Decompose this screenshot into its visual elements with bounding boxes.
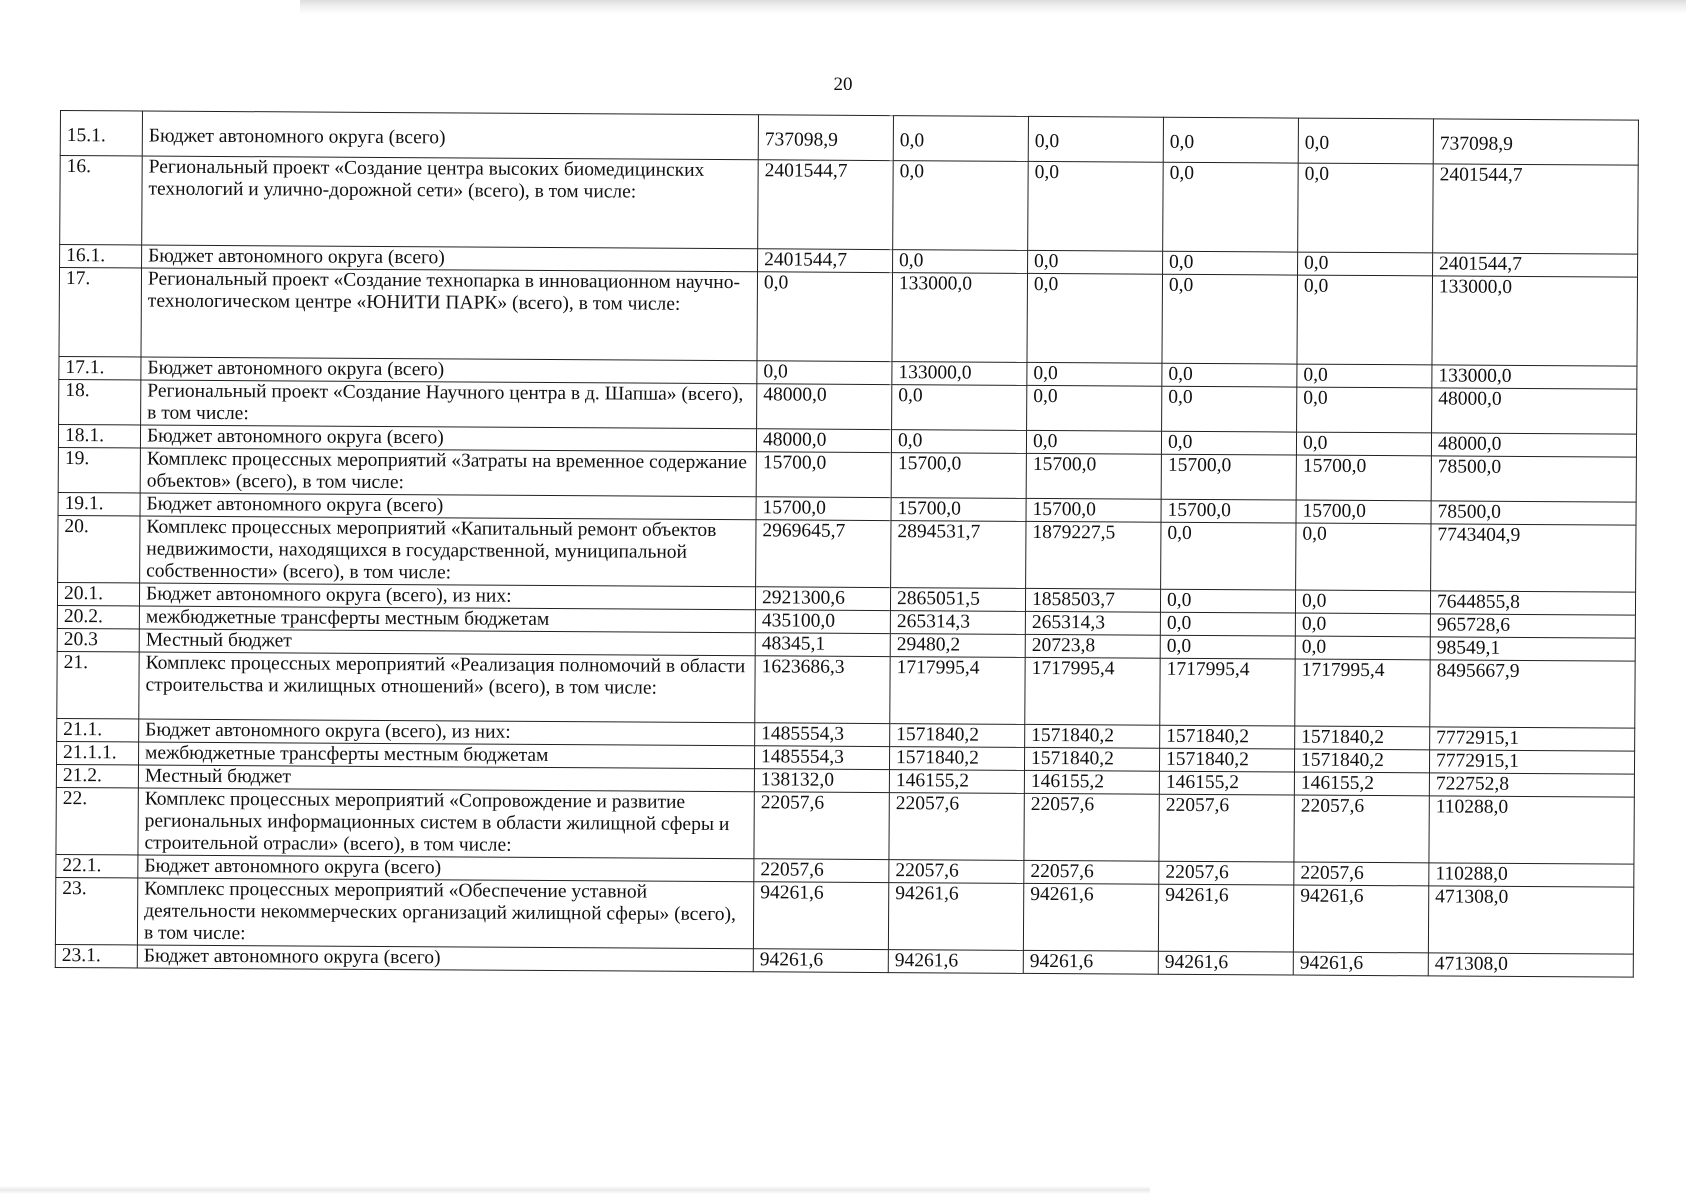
row-number: 21.2. bbox=[56, 764, 138, 788]
scan-edge-bottom bbox=[0, 1186, 1150, 1194]
scan-edge-top bbox=[300, 0, 1686, 14]
row-value-5: 0,0 bbox=[1296, 432, 1431, 456]
row-value-1: 0,0 bbox=[757, 272, 893, 362]
row-number: 20.1. bbox=[57, 582, 139, 606]
row-number: 16.1. bbox=[60, 245, 142, 269]
row-value-3: 1571840,2 bbox=[1024, 747, 1159, 771]
row-name: межбюджетные трансферты местным бюджетам bbox=[139, 606, 755, 633]
row-number: 17. bbox=[59, 268, 142, 357]
row-number: 20. bbox=[58, 515, 140, 582]
row-value-3: 0,0 bbox=[1028, 161, 1164, 251]
row-name: Бюджет автономного округа (всего) bbox=[140, 493, 756, 520]
row-value-1: 94261,6 bbox=[753, 882, 888, 950]
row-value-1: 15700,0 bbox=[756, 497, 891, 521]
row-value-2: 22057,6 bbox=[889, 793, 1024, 861]
row-value-4: 0,0 bbox=[1161, 522, 1296, 590]
row-value-2: 0,0 bbox=[892, 385, 1027, 431]
row-name: Бюджет автономного округа (всего) bbox=[142, 245, 758, 272]
row-value-5: 0,0 bbox=[1298, 118, 1433, 164]
row-value-1: 1623686,3 bbox=[755, 656, 890, 724]
row-value-2: 29480,2 bbox=[890, 634, 1025, 658]
row-name: Комплекс процессных мероприятий «Сопровождение и развитие региональных информационных систем в области жилищной сферы и строительной отрасли» (всего), в том числе: bbox=[138, 788, 754, 859]
row-value-3: 1571840,2 bbox=[1025, 724, 1160, 748]
row-value-5: 22057,6 bbox=[1294, 862, 1429, 886]
row-name: Местный бюджет bbox=[138, 765, 754, 792]
row-total: 78500,0 bbox=[1431, 501, 1636, 525]
table-row bbox=[60, 156, 1639, 255]
row-total: 2401544,7 bbox=[1433, 253, 1638, 277]
row-value-4: 1571840,2 bbox=[1159, 748, 1294, 772]
row-name: межбюджетные трансферты местным бюджетам bbox=[139, 742, 755, 769]
row-value-3: 0,0 bbox=[1027, 362, 1162, 386]
row-value-3: 265314,3 bbox=[1025, 611, 1160, 635]
row-value-3: 15700,0 bbox=[1026, 498, 1161, 522]
row-total: 471308,0 bbox=[1428, 953, 1633, 977]
row-value-2: 0,0 bbox=[891, 430, 1026, 454]
row-value-1: 435100,0 bbox=[755, 610, 890, 634]
row-value-3: 1858503,7 bbox=[1025, 588, 1160, 612]
row-total: 7772915,1 bbox=[1429, 750, 1634, 774]
row-value-3: 0,0 bbox=[1027, 385, 1162, 431]
row-value-2: 1571840,2 bbox=[889, 747, 1024, 771]
row-value-2: 146155,2 bbox=[889, 770, 1024, 794]
row-value-1: 2401544,7 bbox=[758, 249, 893, 273]
row-value-2: 0,0 bbox=[893, 250, 1028, 274]
row-name: Бюджет автономного округа (всего) bbox=[137, 945, 753, 972]
row-value-1: 2401544,7 bbox=[758, 160, 894, 250]
row-value-5: 0,0 bbox=[1298, 252, 1433, 276]
row-value-2: 2894531,7 bbox=[891, 521, 1026, 589]
row-value-1: 22057,6 bbox=[754, 792, 889, 860]
row-value-2: 0,0 bbox=[893, 161, 1029, 251]
row-value-1: 0,0 bbox=[757, 361, 892, 385]
table-row bbox=[59, 268, 1638, 367]
row-name: Комплекс процессных мероприятий «Затраты на временное содержание объектов» (всего), в том числе: bbox=[140, 448, 756, 497]
row-value-1: 48000,0 bbox=[757, 384, 892, 430]
row-total: 737098,9 bbox=[1433, 119, 1638, 165]
row-value-2: 94261,6 bbox=[888, 883, 1023, 951]
row-value-1: 737098,9 bbox=[758, 115, 893, 161]
row-value-2: 22057,6 bbox=[889, 860, 1024, 884]
row-value-2: 94261,6 bbox=[888, 950, 1023, 974]
row-value-4: 146155,2 bbox=[1159, 771, 1294, 795]
row-value-1: 2921300,6 bbox=[755, 587, 890, 611]
row-value-1: 94261,6 bbox=[753, 949, 888, 973]
row-value-4: 0,0 bbox=[1163, 162, 1299, 252]
row-value-4: 15700,0 bbox=[1161, 499, 1296, 523]
row-value-3: 1717995,4 bbox=[1025, 657, 1160, 725]
row-number: 21.1.1. bbox=[57, 741, 139, 765]
row-value-2: 133000,0 bbox=[892, 273, 1028, 363]
row-value-4: 0,0 bbox=[1162, 363, 1297, 387]
row-value-4: 1571840,2 bbox=[1160, 725, 1295, 749]
row-value-3: 0,0 bbox=[1028, 116, 1163, 162]
row-total: 7772915,1 bbox=[1430, 727, 1635, 751]
row-total: 722752,8 bbox=[1429, 773, 1634, 797]
row-name: Бюджет автономного округа (всего) bbox=[140, 425, 756, 452]
row-name: Бюджет автономного округа (всего) bbox=[141, 357, 757, 384]
row-value-3: 22057,6 bbox=[1024, 793, 1159, 861]
row-value-2: 15700,0 bbox=[891, 453, 1026, 499]
document-sheet bbox=[55, 110, 1638, 978]
row-number: 22. bbox=[56, 787, 138, 854]
row-number: 23.1. bbox=[55, 944, 137, 968]
row-value-5: 0,0 bbox=[1298, 163, 1434, 253]
row-value-4: 0,0 bbox=[1160, 589, 1295, 613]
row-value-3: 0,0 bbox=[1026, 430, 1161, 454]
row-value-4: 0,0 bbox=[1160, 635, 1295, 659]
row-total: 133000,0 bbox=[1432, 365, 1637, 389]
row-number: 21.1. bbox=[57, 718, 139, 742]
row-total: 965728,6 bbox=[1430, 614, 1635, 638]
row-value-3: 94261,6 bbox=[1023, 950, 1158, 974]
row-value-2: 133000,0 bbox=[892, 362, 1027, 386]
row-number: 19.1. bbox=[58, 492, 140, 516]
row-name: Комплекс процессных мероприятий «Обеспечение уставной деятельности некоммерческих организаций жилищной сферы» (всего), в том числе: bbox=[137, 878, 753, 949]
row-name: Бюджет автономного округа (всего) bbox=[142, 111, 758, 160]
row-value-2: 265314,3 bbox=[890, 611, 1025, 635]
row-name: Бюджет автономного округа (всего) bbox=[138, 855, 754, 882]
row-value-5: 94261,6 bbox=[1293, 885, 1428, 953]
row-value-1: 48000,0 bbox=[756, 429, 891, 453]
row-value-2: 1717995,4 bbox=[890, 657, 1025, 725]
row-value-3: 22057,6 bbox=[1024, 860, 1159, 884]
row-value-4: 0,0 bbox=[1161, 431, 1296, 455]
row-value-5: 0,0 bbox=[1297, 364, 1432, 388]
row-value-4: 22057,6 bbox=[1159, 794, 1294, 862]
row-value-4: 15700,0 bbox=[1161, 454, 1296, 500]
row-number: 22.1. bbox=[56, 854, 138, 878]
row-name: Региональный проект «Создание технопарка в инновационном научно-технологическом центре «ЮНИТИ ПАРК» (всего), в том числе: bbox=[141, 268, 758, 361]
row-name: Региональный проект «Создание центра высоких биомедицинских технологий и улично-дорожной сети» (всего), в том числе: bbox=[142, 156, 759, 249]
row-value-4: 0,0 bbox=[1160, 612, 1295, 636]
row-value-3: 15700,0 bbox=[1026, 453, 1161, 499]
row-value-5: 1717995,4 bbox=[1295, 659, 1430, 727]
row-value-5: 1571840,2 bbox=[1295, 726, 1430, 750]
row-total: 48000,0 bbox=[1432, 388, 1637, 434]
row-value-3: 146155,2 bbox=[1024, 770, 1159, 794]
table-row bbox=[55, 877, 1633, 954]
row-number: 16. bbox=[60, 156, 143, 245]
row-total: 48000,0 bbox=[1431, 433, 1636, 457]
row-value-1: 22057,6 bbox=[754, 859, 889, 883]
row-value-5: 146155,2 bbox=[1294, 772, 1429, 796]
row-number: 18.1. bbox=[58, 424, 140, 448]
row-total: 7644855,8 bbox=[1430, 591, 1635, 615]
row-number: 17.1. bbox=[59, 356, 141, 380]
row-value-4: 0,0 bbox=[1163, 251, 1298, 275]
row-value-5: 15700,0 bbox=[1296, 455, 1431, 501]
row-value-4: 0,0 bbox=[1163, 117, 1298, 163]
row-value-5: 22057,6 bbox=[1294, 795, 1429, 863]
row-value-2: 15700,0 bbox=[891, 498, 1026, 522]
row-number: 20.3 bbox=[57, 628, 139, 652]
row-value-3: 94261,6 bbox=[1023, 883, 1158, 951]
row-total: 133000,0 bbox=[1432, 276, 1638, 366]
budget-table bbox=[55, 110, 1639, 978]
row-total: 8495667,9 bbox=[1430, 660, 1635, 728]
row-value-3: 1879227,5 bbox=[1026, 521, 1161, 589]
row-value-2: 1571840,2 bbox=[890, 724, 1025, 748]
row-value-1: 15700,0 bbox=[756, 452, 891, 498]
row-value-3: 0,0 bbox=[1027, 273, 1163, 363]
row-value-5: 0,0 bbox=[1295, 636, 1430, 660]
table-row bbox=[58, 515, 1636, 592]
row-value-4: 1717995,4 bbox=[1160, 658, 1295, 726]
row-name: Бюджет автономного округа (всего), из них: bbox=[139, 719, 755, 746]
row-value-5: 94261,6 bbox=[1293, 952, 1428, 976]
row-value-2: 0,0 bbox=[893, 116, 1028, 162]
row-value-5: 15700,0 bbox=[1296, 500, 1431, 524]
row-value-5: 0,0 bbox=[1295, 613, 1430, 637]
row-value-1: 2969645,7 bbox=[756, 520, 891, 588]
row-total: 471308,0 bbox=[1428, 886, 1633, 954]
row-name: Комплекс процессных мероприятий «Капитальный ремонт объектов недвижимости, находящихся в государственной, муниципальной собственности» (всего), в том числе: bbox=[140, 516, 756, 587]
row-number: 20.2. bbox=[57, 605, 139, 629]
row-value-3: 20723,8 bbox=[1025, 634, 1160, 658]
row-value-5: 0,0 bbox=[1297, 275, 1433, 365]
row-total: 110288,0 bbox=[1429, 863, 1634, 887]
row-total: 78500,0 bbox=[1431, 456, 1636, 502]
row-number: 18. bbox=[59, 379, 141, 425]
row-value-1: 48345,1 bbox=[755, 633, 890, 657]
table-row bbox=[56, 787, 1634, 864]
row-value-5: 0,0 bbox=[1296, 523, 1431, 591]
row-value-1: 138132,0 bbox=[754, 769, 889, 793]
row-number: 21. bbox=[57, 651, 139, 718]
row-value-4: 0,0 bbox=[1162, 386, 1297, 432]
row-value-4: 94261,6 bbox=[1158, 884, 1293, 952]
row-number: 15.1. bbox=[60, 111, 142, 157]
row-number: 23. bbox=[55, 877, 137, 944]
row-value-1: 1485554,3 bbox=[754, 746, 889, 770]
row-value-5: 0,0 bbox=[1297, 387, 1432, 433]
row-value-1: 1485554,3 bbox=[755, 723, 890, 747]
row-value-2: 2865051,5 bbox=[890, 588, 1025, 612]
row-total: 110288,0 bbox=[1429, 796, 1634, 864]
row-value-4: 94261,6 bbox=[1158, 951, 1293, 975]
row-total: 98549,1 bbox=[1430, 637, 1635, 661]
row-name: Комплекс процессных мероприятий «Реализация полномочий в области строительства и жилищных отношений» (всего), в том числе: bbox=[139, 652, 755, 723]
row-number: 19. bbox=[58, 447, 140, 493]
row-total: 7743404,9 bbox=[1431, 524, 1636, 592]
row-value-4: 0,0 bbox=[1162, 274, 1298, 364]
row-value-4: 22057,6 bbox=[1159, 861, 1294, 885]
page-number: 20 bbox=[833, 74, 853, 95]
row-name: Бюджет автономного округа (всего), из них: bbox=[139, 583, 755, 610]
row-value-5: 1571840,2 bbox=[1294, 749, 1429, 773]
row-name: Региональный проект «Создание Научного центра в д. Шапша» (всего), в том числе: bbox=[141, 380, 757, 429]
row-value-5: 0,0 bbox=[1295, 590, 1430, 614]
row-total: 2401544,7 bbox=[1433, 164, 1639, 254]
row-value-3: 0,0 bbox=[1028, 250, 1163, 274]
table-row bbox=[57, 651, 1635, 728]
row-name: Местный бюджет bbox=[139, 629, 755, 656]
